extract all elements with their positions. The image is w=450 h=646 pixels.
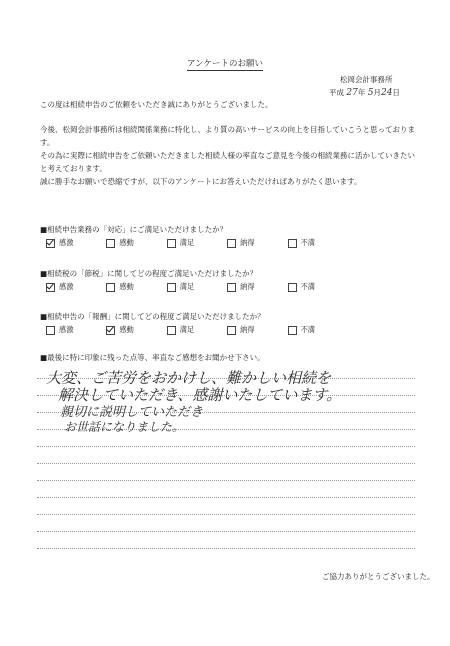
option-label: 感激	[59, 325, 74, 334]
checkbox[interactable]	[288, 283, 297, 292]
comment-rule	[37, 548, 415, 549]
checkbox[interactable]	[167, 326, 176, 335]
date-day-label: 日	[392, 88, 400, 97]
intro-purpose: その為に実際に相続申告をご依頼いただきました相続人様の率直なご意見を今後の相続業務に活かしていきたいと考えております。	[40, 151, 415, 173]
comment-rule	[37, 514, 415, 515]
q1-option-2[interactable]	[106, 238, 133, 248]
question-2-options	[46, 282, 315, 292]
page-title	[0, 57, 450, 69]
comment-rule	[37, 531, 415, 532]
q1-option-5[interactable]	[288, 238, 315, 248]
option-label: 感激	[59, 238, 74, 247]
q3-option-1[interactable]	[46, 325, 73, 335]
question-2: ■相続税の「節税」に関してどの程度ご満足いただけましたか？	[40, 269, 258, 278]
option-label: 納得	[240, 282, 255, 291]
comment-line-2: 解決していただき、感謝いたしています。	[58, 386, 342, 404]
q2-option-4[interactable]	[227, 282, 254, 292]
checkbox[interactable]	[227, 283, 236, 292]
checkbox[interactable]	[227, 239, 236, 248]
q1-option-3[interactable]	[167, 238, 194, 248]
checkbox[interactable]	[167, 239, 176, 248]
option-label: 不満	[300, 325, 315, 334]
checkbox[interactable]	[106, 283, 115, 292]
intro-goal: 今後、松岡会計事務所は相続関係業務に特化し、より質の高いサービスの向上を目指していこうと思っております。	[40, 125, 415, 147]
q1-option-1[interactable]	[46, 238, 73, 248]
option-label: 納得	[240, 238, 255, 247]
q2-option-1[interactable]	[46, 282, 73, 292]
date-year-label: 年	[357, 88, 366, 97]
intro-request: 誠に勝手なお願いで恐縮ですが、以下のアンケートにお答えいただければありがたく思います。	[40, 177, 362, 186]
option-label: 満足	[179, 238, 195, 247]
checkbox-checked[interactable]	[46, 283, 55, 292]
checkbox-checked[interactable]	[106, 326, 115, 335]
q1-option-4[interactable]	[227, 238, 254, 248]
comment-line-1: 大変、ご苦労をおかけし、難かしい相続を	[46, 369, 332, 387]
checkbox[interactable]	[288, 326, 297, 335]
option-label: 不満	[300, 238, 315, 247]
comment-prompt: ■最後に特に印象に残った点等、率直なご感想をお聞かせ下さい。	[40, 353, 265, 362]
q3-option-2[interactable]	[106, 325, 133, 335]
date-month: 5	[367, 88, 374, 98]
checkbox-checked[interactable]	[46, 239, 55, 248]
option-label: 不満	[300, 282, 315, 291]
checkbox[interactable]	[106, 239, 115, 248]
date-year: 27	[346, 88, 358, 98]
q3-option-3[interactable]	[167, 325, 194, 335]
checkbox[interactable]	[227, 326, 236, 335]
date-day: 24	[380, 88, 393, 98]
question-1: ■相続申告業務の「対応」にご満足いただけましたか？	[40, 225, 228, 234]
checkbox[interactable]	[167, 283, 176, 292]
comment-rule	[37, 497, 415, 498]
q3-option-5[interactable]	[288, 325, 315, 335]
closing-thanks: ご協力ありがとうございました。	[322, 572, 435, 581]
q2-option-5[interactable]	[288, 282, 315, 292]
option-label: 感激	[59, 282, 74, 291]
option-label: 感動	[119, 325, 134, 334]
question-3: ■相続申告の「報酬」に関してどの程度ご満足いただけましたか？	[40, 312, 265, 321]
comment-rule	[37, 446, 415, 447]
option-label: 満足	[179, 282, 195, 291]
comment-rule	[37, 480, 415, 481]
title-text: アンケートのお願い	[187, 59, 263, 69]
comment-line-3: 親切に説明していただき	[60, 405, 204, 420]
date-month-label: 月	[373, 88, 381, 97]
question-1-options	[46, 238, 315, 248]
q2-option-3[interactable]	[167, 282, 194, 292]
q3-option-4[interactable]	[227, 325, 254, 335]
intro-thanks: この度は相続申告のご依頼をいただき誠にありがとうございました。	[40, 100, 273, 109]
option-label: 納得	[240, 325, 255, 334]
checkbox[interactable]	[46, 326, 55, 335]
comment-line-4: お世話になりました。	[64, 420, 185, 434]
date-line	[329, 87, 400, 98]
option-label: 満足	[179, 325, 195, 334]
q2-option-2[interactable]	[106, 282, 133, 292]
checkbox[interactable]	[288, 239, 297, 248]
date-era: 平成	[329, 88, 344, 97]
comment-rule	[37, 463, 415, 464]
question-3-options	[46, 325, 315, 335]
option-label: 感動	[119, 238, 134, 247]
option-label: 感動	[119, 282, 134, 291]
office-name: 松岡会計事務所	[340, 75, 393, 84]
